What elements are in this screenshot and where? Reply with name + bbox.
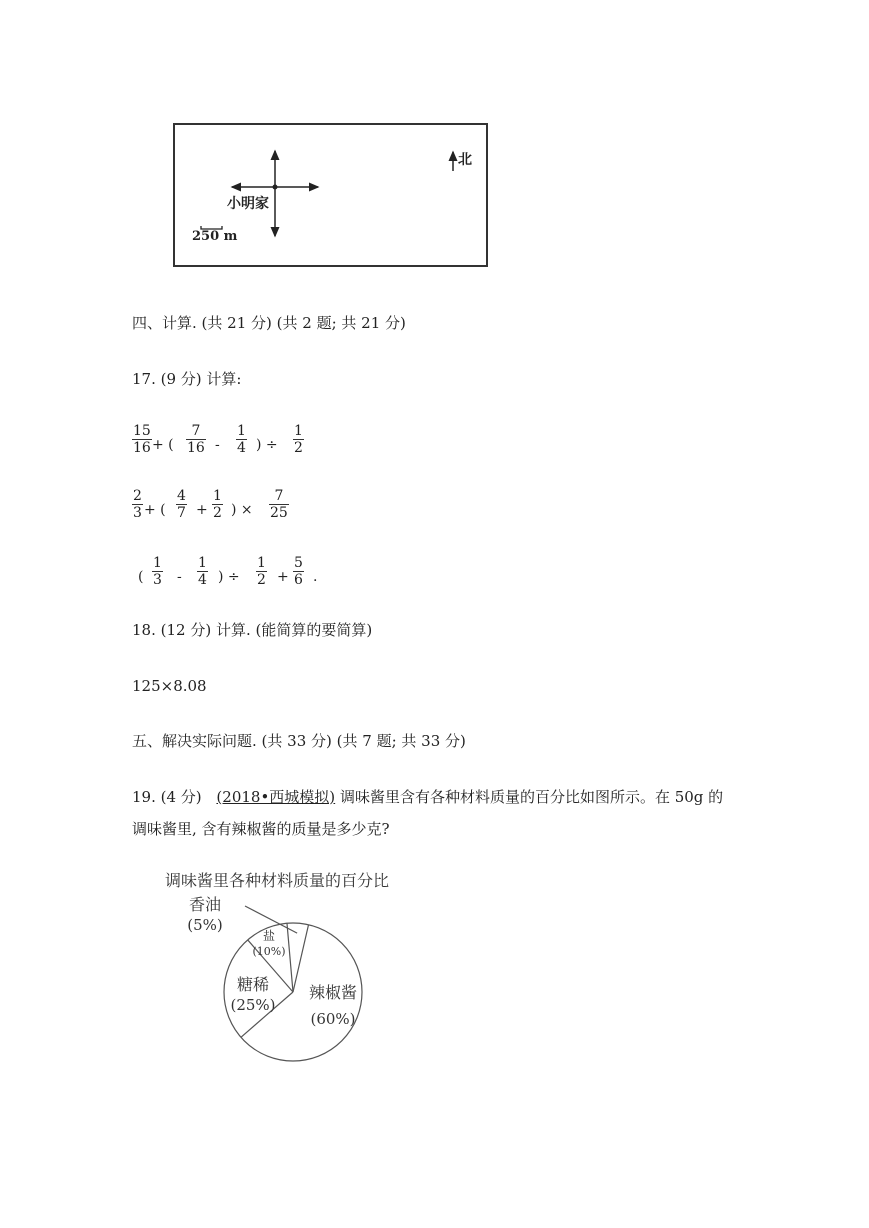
map-figure bbox=[173, 123, 488, 267]
pie-slice-value: (25%) bbox=[230, 996, 276, 1014]
fraction: 5 6 bbox=[294, 555, 303, 588]
section4-heading: 四、计算. (共 21 分) (共 2 题; 共 21 分) bbox=[132, 314, 406, 332]
home-point bbox=[273, 185, 278, 190]
pie-svg bbox=[165, 868, 465, 1068]
fraction: 7 25 bbox=[270, 488, 288, 521]
operator: + bbox=[277, 569, 289, 585]
fraction: 1 3 bbox=[153, 555, 162, 588]
pie-slice-boundary bbox=[293, 925, 309, 992]
pie-slice-boundary bbox=[287, 923, 293, 992]
fraction: 1 2 bbox=[294, 423, 303, 456]
operator: + ( bbox=[152, 437, 174, 453]
q17-header: 17. (9 分) 计算: bbox=[132, 370, 242, 388]
pie-slice-name: 辣椒酱 bbox=[308, 983, 358, 1002]
pie-slice-name: 香油 bbox=[188, 895, 222, 914]
q19-text-line2: 调味酱里, 含有辣椒酱的质量是多少克? bbox=[132, 820, 390, 838]
operator: ( bbox=[138, 569, 144, 585]
pie-slice-name: 糖稀 bbox=[236, 975, 270, 994]
map-drawing bbox=[175, 125, 486, 265]
operator: . bbox=[313, 569, 318, 585]
fraction: 1 4 bbox=[198, 555, 207, 588]
pie-slice-value: (60%) bbox=[310, 1010, 356, 1028]
fraction: 4 7 bbox=[177, 488, 186, 521]
operator: + bbox=[196, 502, 208, 518]
operator: ) ÷ bbox=[256, 437, 278, 453]
fraction: 1 2 bbox=[213, 488, 222, 521]
pie-slice-name: 盐 bbox=[262, 929, 276, 943]
operator: ) × bbox=[231, 502, 253, 518]
q19-prefix: 19. (4 分) bbox=[132, 788, 202, 806]
fraction: 1 2 bbox=[257, 555, 266, 588]
operator: + ( bbox=[144, 502, 166, 518]
section5-heading: 五、解决实际问题. (共 33 分) (共 7 题; 共 33 分) bbox=[132, 732, 466, 750]
pie-slice-value: (5%) bbox=[187, 916, 223, 934]
home-label: 小明家 bbox=[227, 196, 269, 212]
north-label: 北 bbox=[458, 152, 472, 168]
q19-line1 bbox=[132, 787, 723, 807]
q18-expr: 125×8.08 bbox=[132, 677, 207, 695]
fraction: 15 16 bbox=[133, 423, 151, 456]
chart-title: 调味酱里各种材料质量的百分比 bbox=[165, 871, 390, 890]
pie-slice-value: (10%) bbox=[252, 945, 286, 958]
operator: - bbox=[177, 569, 182, 585]
operator: ) ÷ bbox=[218, 569, 240, 585]
operator: - bbox=[215, 437, 220, 453]
pie-chart bbox=[165, 868, 465, 1068]
fraction: 2 3 bbox=[133, 488, 142, 521]
fraction: 7 16 bbox=[187, 423, 205, 456]
q18-header: 18. (12 分) 计算. (能简算的要简算) bbox=[132, 621, 373, 639]
fraction: 1 4 bbox=[237, 423, 246, 456]
scale-label: 250 m bbox=[192, 229, 238, 244]
q19-text-line1: 调味酱里含有各种材料质量的百分比如图所示。在 50g 的 bbox=[339, 788, 724, 806]
q19-source-link[interactable]: (2018•西城模拟) bbox=[216, 788, 336, 806]
